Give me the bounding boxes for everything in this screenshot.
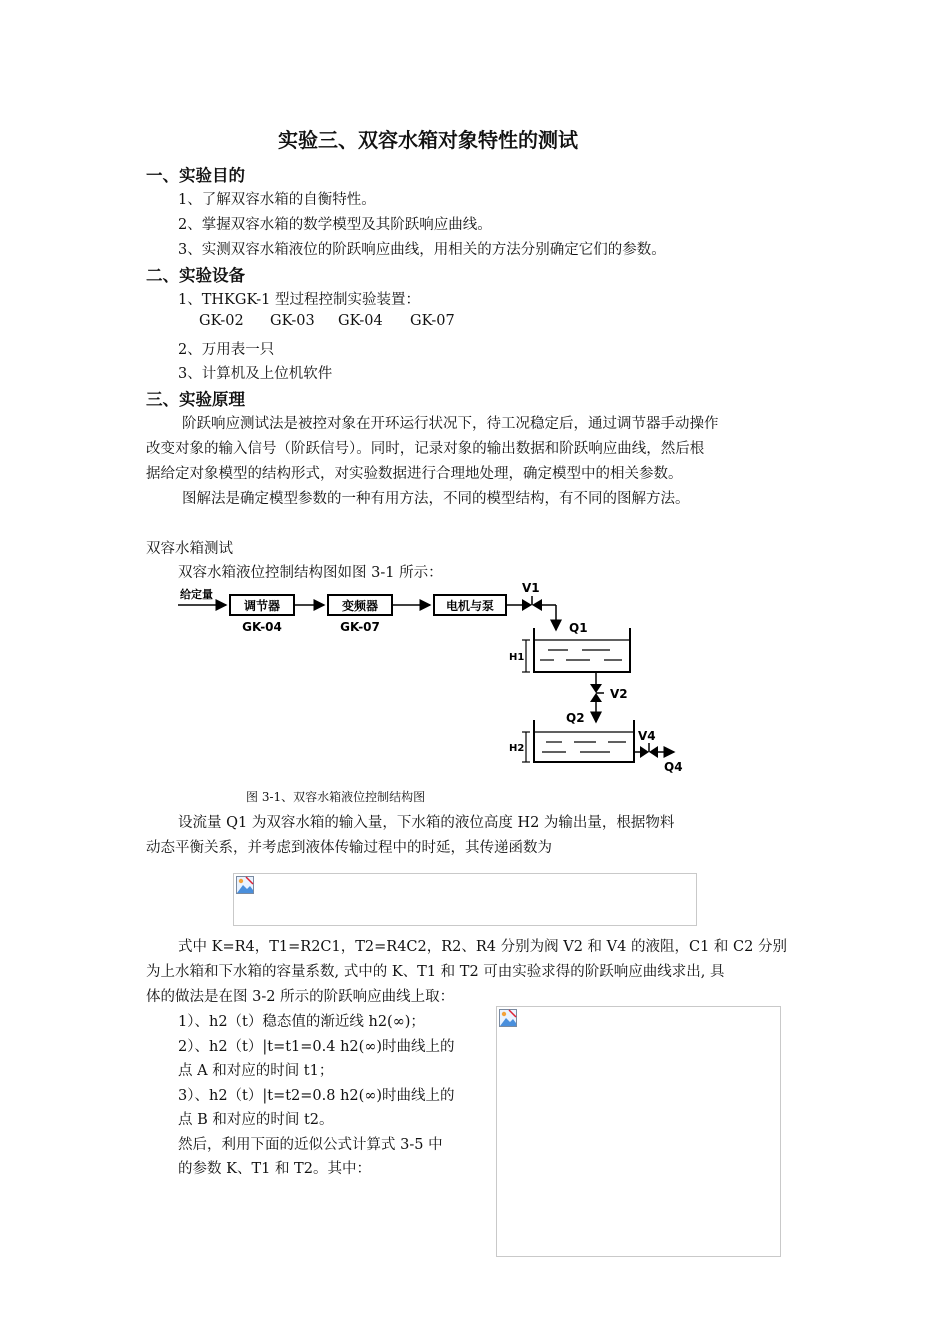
module-gk02: GK-02 bbox=[199, 313, 244, 329]
valve-v2-icon bbox=[590, 684, 604, 702]
flow-q2-label: Q2 bbox=[566, 711, 585, 725]
transfer-function-image bbox=[233, 873, 697, 926]
control-structure-diagram bbox=[170, 580, 700, 780]
step-line-5: 点 B 和对应的时间 t2。 bbox=[178, 1112, 334, 1128]
flow-q4-label: Q4 bbox=[664, 760, 683, 774]
module-gk04: GK-04 bbox=[338, 313, 383, 329]
step-line-4: 3）、h2（t）|t=t2=0.8 h2(∞)时曲线上的 bbox=[178, 1088, 455, 1104]
params-line-3: 体的做法是在图 3-2 所示的阶跃响应曲线上取： bbox=[146, 989, 455, 1005]
valve-v1-label: V1 bbox=[522, 581, 540, 595]
equipment-item-2: 2、万用表一只 bbox=[178, 342, 275, 358]
transfer-line-2: 动态平衡关系，并考虑到液体传输过程中的时延，其传递函数为 bbox=[146, 840, 552, 856]
valve-v4-label: V4 bbox=[638, 729, 656, 743]
inverter-sub: GK-07 bbox=[340, 620, 380, 634]
principle-line-2: 改变对象的输入信号（阶跃信号）。同时，记录对象的输出数据和阶跃响应曲线，然后根 bbox=[146, 441, 705, 457]
module-gk07: GK-07 bbox=[410, 313, 455, 329]
motor-pump-label: 电机与泵 bbox=[445, 599, 495, 613]
regulator-sub: GK-04 bbox=[242, 620, 282, 634]
step-response-image bbox=[496, 1006, 781, 1257]
purpose-item-3: 3、实测双容水箱液位的阶跃响应曲线，用相关的方法分别确定它们的参数。 bbox=[178, 242, 666, 258]
section-heading-principle: 三、实验原理 bbox=[146, 390, 245, 409]
step-line-1: 1）、h2（t）稳态值的渐近线 h2(∞)； bbox=[178, 1014, 425, 1030]
test-heading: 双容水箱测试 bbox=[146, 541, 233, 557]
principle-line-1: 阶跃响应测试法是被控对象在开环运行状况下，待工况稳定后，通过调节器手动操作 bbox=[182, 416, 719, 432]
equipment-item-3: 3、计算机及上位机软件 bbox=[178, 366, 333, 382]
level-h1-label: H1 bbox=[509, 652, 525, 663]
purpose-item-2: 2、掌握双容水箱的数学模型及其阶跃响应曲线。 bbox=[178, 217, 492, 233]
step-line-3: 点 A 和对应的时间 t1； bbox=[178, 1063, 334, 1079]
broken-image-icon bbox=[499, 1009, 517, 1027]
params-line-2: 为上水箱和下水箱的容量系数, 式中的 K、T1 和 T2 可由实验求得的阶跃响应曲线求出, 具 bbox=[146, 964, 725, 980]
inverter-label: 变频器 bbox=[341, 599, 379, 613]
section-heading-purpose: 一、实验目的 bbox=[146, 166, 245, 185]
principle-line-3: 据给定对象模型的结构形式，对实验数据进行合理地处理，确定模型中的相关参数。 bbox=[146, 466, 683, 482]
flow-q1-label: Q1 bbox=[569, 621, 588, 635]
step-line-7: 的参数 K、T1 和 T2。其中： bbox=[178, 1161, 371, 1177]
test-intro: 双容水箱液位控制结构图如图 3-1 所示： bbox=[178, 565, 443, 581]
equipment-item-1: 1、THKGK-1 型过程控制实验装置： bbox=[178, 292, 420, 308]
broken-image-icon bbox=[236, 876, 254, 894]
regulator-label: 调节器 bbox=[243, 599, 281, 613]
page-title: 实验三、双容水箱对象特性的测试 bbox=[278, 128, 578, 152]
params-line-1: 式中 K=R4，T1=R2C1，T2=R4C2，R2、R4 分别为阀 V2 和 V4 的液阻，C1 和 C2 分别 bbox=[178, 939, 787, 955]
purpose-item-1: 1、了解双容水箱的自衡特性。 bbox=[178, 192, 376, 208]
input-label: 给定量 bbox=[180, 588, 213, 601]
module-gk03: GK-03 bbox=[270, 313, 315, 329]
valve-v1-icon bbox=[522, 596, 542, 611]
step-line-2: 2）、h2（t）|t=t1=0.4 h2(∞)时曲线上的 bbox=[178, 1039, 455, 1055]
step-line-6: 然后，利用下面的近似公式计算式 3-5 中 bbox=[178, 1137, 443, 1153]
principle-line-4: 图解法是确定模型参数的一种有用方法，不同的模型结构，有不同的图解方法。 bbox=[182, 491, 690, 507]
valve-v2-label: V2 bbox=[610, 687, 628, 701]
level-h2-label: H2 bbox=[509, 743, 525, 754]
figure-caption: 图 3-1、双容水箱液位控制结构图 bbox=[246, 790, 426, 804]
valve-v4-icon bbox=[640, 743, 658, 758]
section-heading-equipment: 二、实验设备 bbox=[146, 266, 245, 285]
lower-tank bbox=[534, 720, 634, 762]
transfer-line-1: 设流量 Q1 为双容水箱的输入量，下水箱的液位高度 H2 为输出量，根据物料 bbox=[178, 815, 675, 831]
